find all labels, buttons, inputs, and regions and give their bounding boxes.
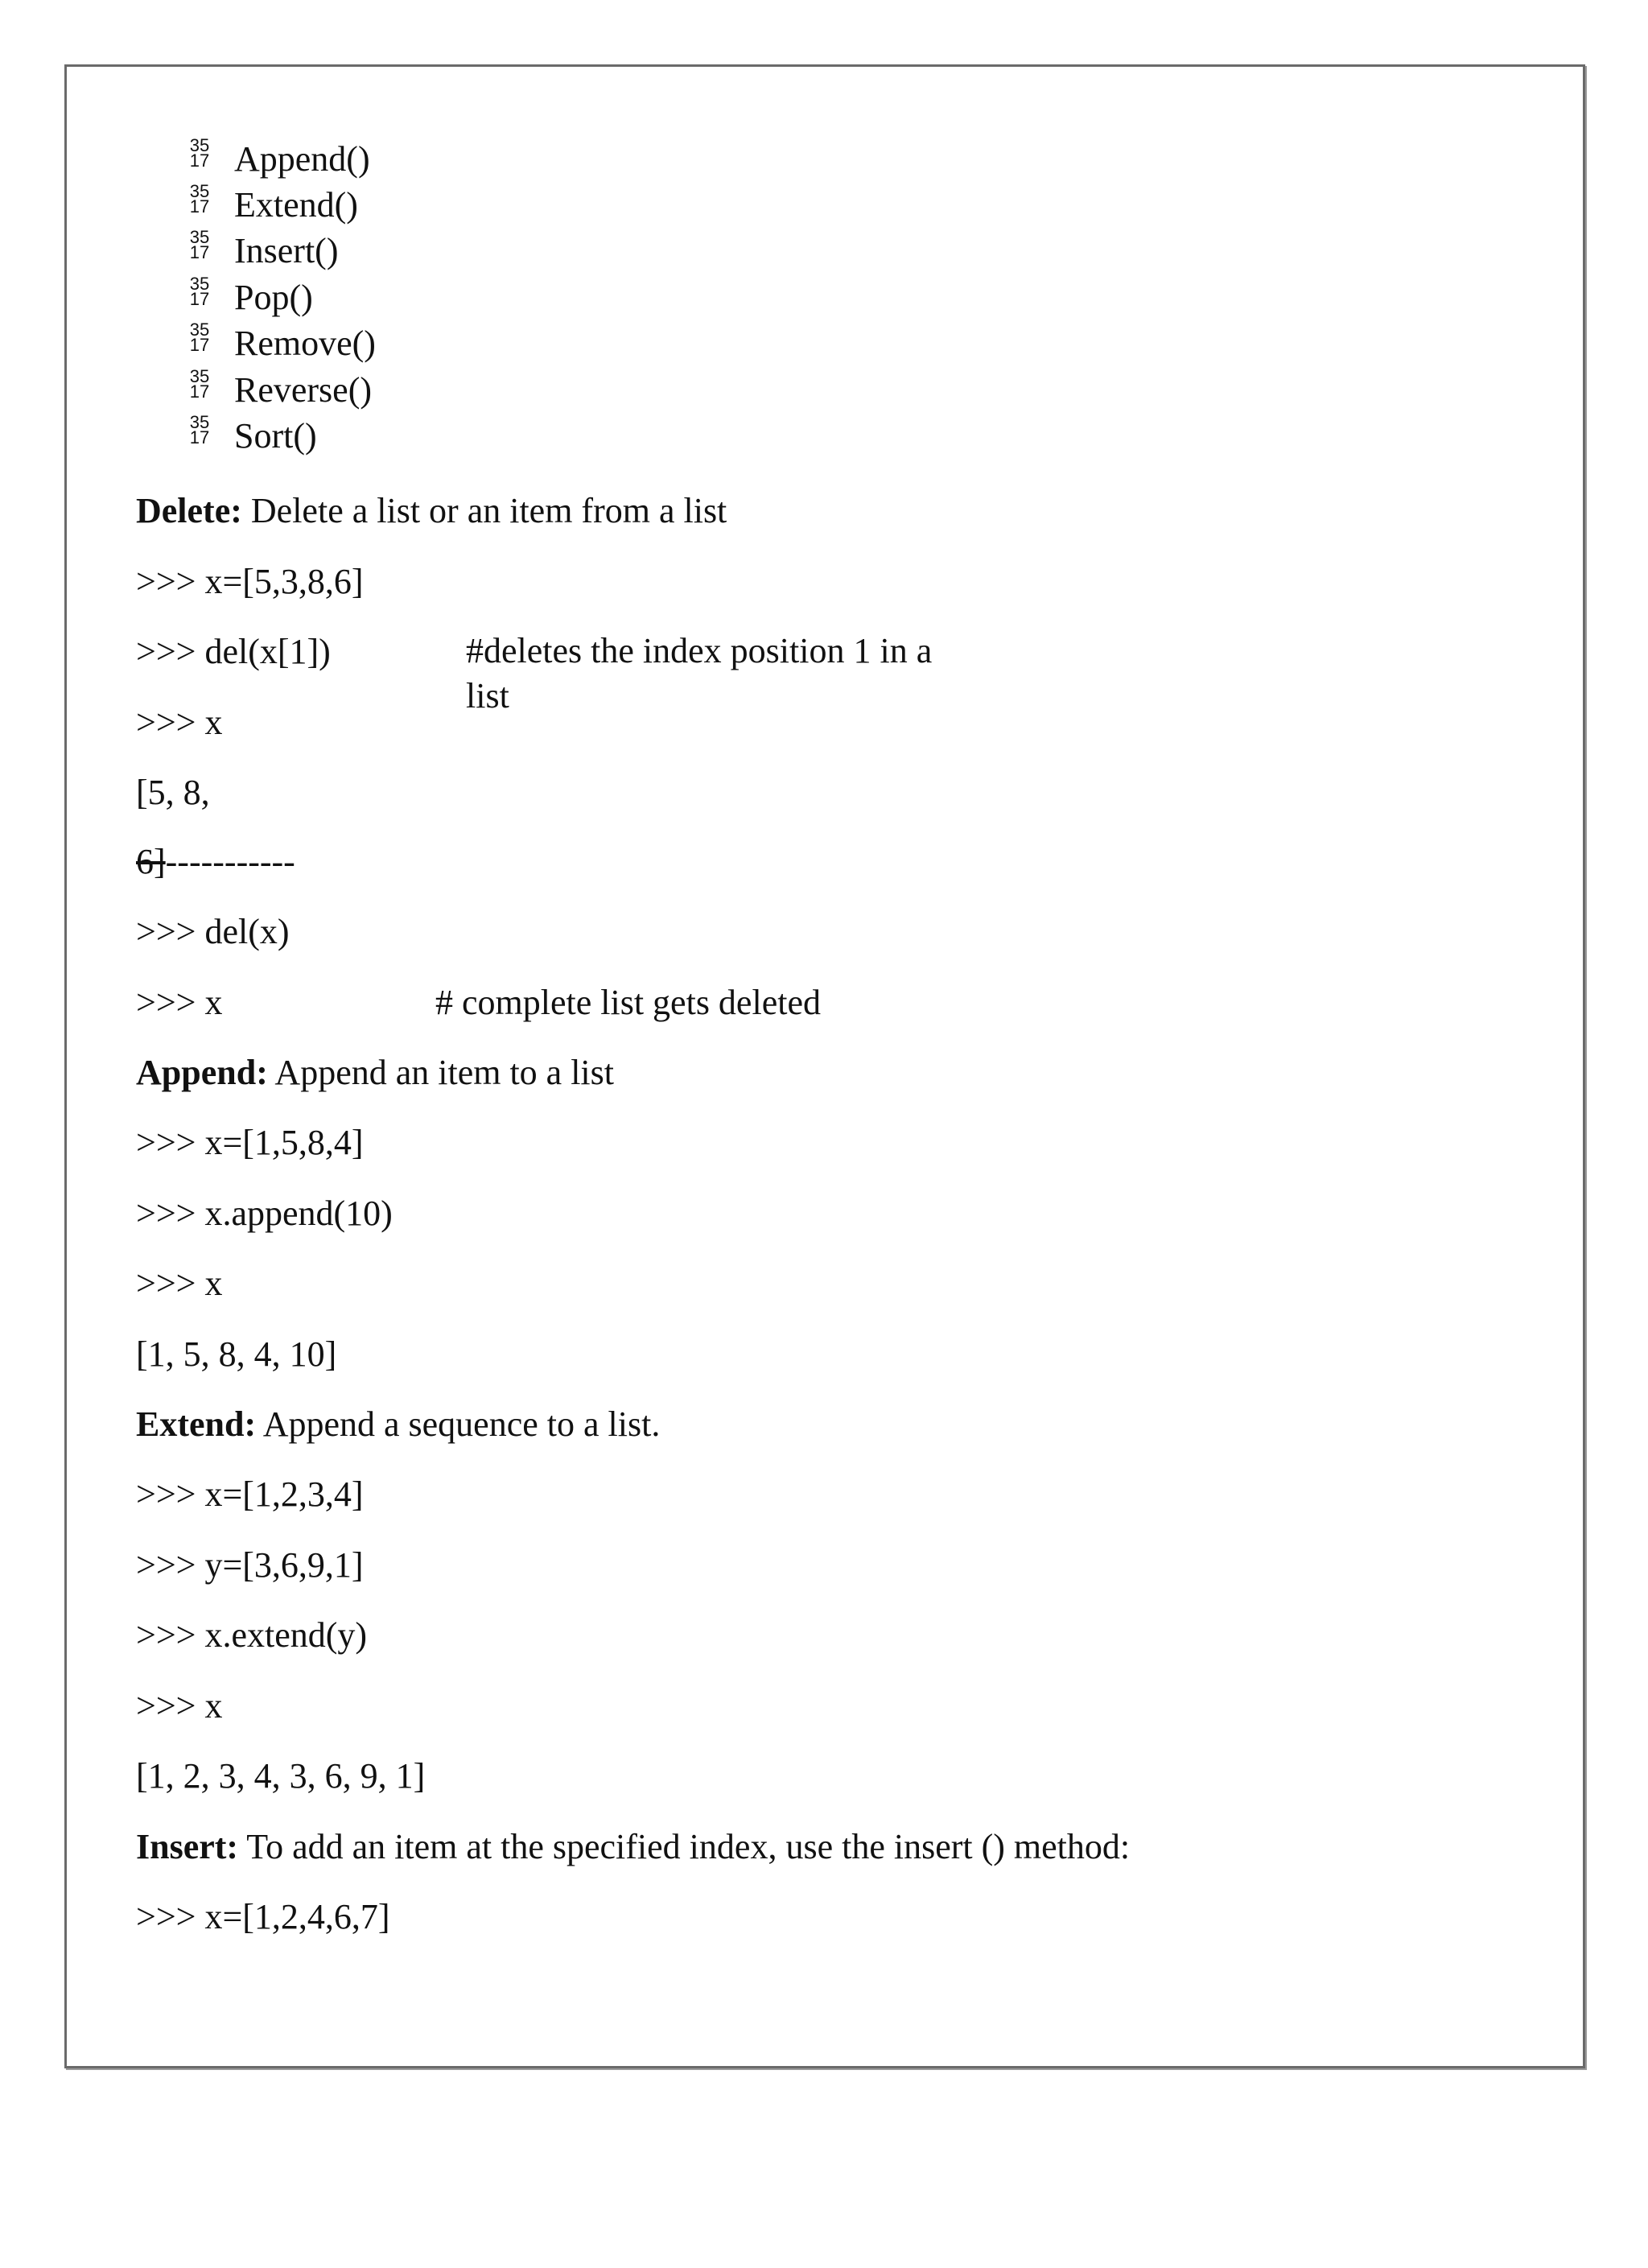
code-line: >>> x=[1,5,8,4]: [136, 1123, 364, 1162]
bullet-label: Remove(): [234, 324, 376, 363]
extend-heading: Extend:: [136, 1404, 257, 1444]
code-line: >>> x=[1,2,3,4]: [136, 1474, 364, 1514]
output-line: [1, 2, 3, 4, 3, 6, 9, 1]: [136, 1756, 426, 1796]
bullet-label: Insert(): [234, 231, 339, 270]
page-frame: [64, 64, 1585, 2068]
struck-output: 6]: [136, 842, 166, 881]
append-heading: Append:: [136, 1053, 268, 1092]
bullet-marker: 35 17: [189, 135, 210, 171]
output-line: [5, 8,: [136, 773, 210, 812]
bullet-label: Extend(): [234, 185, 358, 225]
extend-description: Append a sequence to a list.: [256, 1404, 661, 1444]
insert-description: To add an item at the specified index, use the insert () method:: [238, 1827, 1131, 1866]
code-line: >>> y=[3,6,9,1]: [136, 1545, 364, 1585]
output-line: [136, 842, 295, 882]
bullet-marker: 35 17: [189, 227, 210, 262]
page-content: [67, 67, 1583, 2066]
code-line: >>> x.extend(y): [136, 1615, 368, 1655]
bullet-marker: 35 17: [189, 412, 210, 447]
code-comment: #deletes the index position 1 in a list: [466, 631, 933, 715]
insert-heading-line: [136, 1827, 1130, 1867]
bullet-label: Reverse(): [234, 370, 373, 410]
code-line: >>> del(x): [136, 912, 290, 951]
append-heading-line: [136, 1053, 614, 1093]
code-comment: # complete list gets deleted: [435, 983, 821, 1022]
bullet-marker: 35 17: [189, 320, 210, 355]
code-line: >>> x.append(10): [136, 1194, 393, 1233]
code-line: >>> x: [136, 703, 223, 742]
bullet-label: Pop(): [234, 278, 313, 317]
bullet-marker: 35 17: [189, 366, 210, 402]
insert-heading: Insert:: [136, 1827, 239, 1866]
append-description: Append an item to a list: [267, 1053, 615, 1092]
delete-heading-line: [136, 491, 727, 531]
bullet-marker: 35 17: [189, 181, 210, 216]
dash-rule: -----------: [165, 842, 295, 881]
bullet-marker: 35 17: [189, 274, 210, 309]
code-line: >>> del(x[1]): [136, 632, 331, 671]
bullet-label: Sort(): [234, 416, 317, 456]
delete-description: Delete a list or an item from a list: [241, 491, 727, 530]
code-line: >>> x: [136, 1264, 223, 1303]
code-line: >>> x=[1,2,4,6,7]: [136, 1897, 390, 1936]
delete-heading: Delete:: [136, 491, 242, 530]
bullet-label: Append(): [234, 139, 370, 179]
output-line: [1, 5, 8, 4, 10]: [136, 1334, 337, 1374]
extend-heading-line: [136, 1404, 660, 1445]
code-line: >>> x=[5,3,8,6]: [136, 562, 364, 601]
code-line: >>> x: [136, 1686, 223, 1726]
code-line: >>> x: [136, 983, 223, 1022]
